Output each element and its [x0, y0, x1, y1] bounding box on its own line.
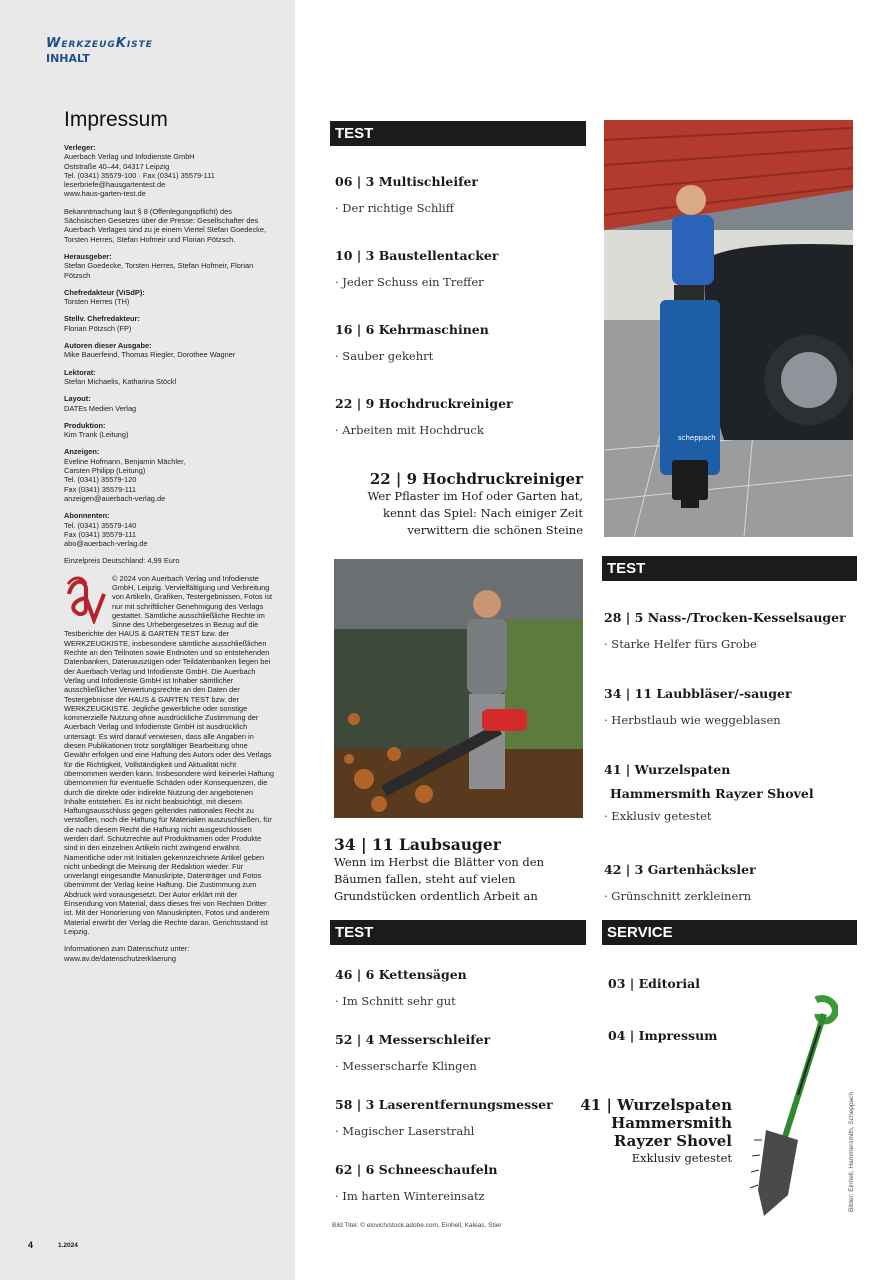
toc-entry-subtitle: · Starke Helfer fürs Grobe: [604, 637, 757, 651]
toc-entry[interactable]: [335, 1162, 498, 1203]
chef-label: Chefredakteur (ViSdP):: [64, 287, 145, 297]
toc-entry[interactable]: [335, 248, 498, 289]
toc-entry-subtitle: · Im Schnitt sehr gut: [335, 994, 456, 1008]
service-entry-title: 04 | Impressum: [608, 1028, 718, 1043]
herausgeber: Stefan Goedecke, Torsten Herres, Stefan Hofmeir, Florian Pötzsch: [64, 261, 254, 280]
service-entry[interactable]: [608, 976, 700, 991]
copyright-text: © 2024 von Auerbach Verlag und Infodienste GmbH, Leipzig. Vervielfältigung und Verbreitung von Artikeln, Grafiken, Testergebnissen, Fotos ist nur mit schriftlicher Genehmigung des Verlags gestattet. Sämtliche ausschließliche Rechte im Sinne des Urhebergesetzes in Bezug auf die Testberichte der HAUS & GARTEN TEST bzw. der WERKZEUGKISTE, insbesondere sämtliche ausschließlichen Rechte an den Teilnoten sowie Endnoten und so entstehenden Datenbanken, Datenauszügen oder Teildatenbanken liegen bei der Auerbach Verlag und Infodienste GmbH. Die Auerbach Verlag und Infodienste GmbH ist Inhaber sämtlicher ausschließlicher Verwertungsrechte an den Daten der Testergebnisse der HAUS & GARTEN TEST bzw. der WERKZEUGKISTE. Jegliche gewerbliche oder sonstige kommerzielle Nutzung ohne ausdrückliche Zustimmung der Auerbach Verlag und Infodienste GmbH ist ausdrücklich untersagt. Es wird darauf verwiesen, dass alle Angaben in diesen Publikationen trotz sorgfältiger Bearbeitung ohne Gewähr erfolgen und eine Haftung des Autors oder des Verlags für die Richtigkeit, Vollständigkeit und Aktualität nicht übernommen werden kann. Insbesondere wird keinerlei Haftung übernommen für eventuelle Schäden oder Konsequenzen, die durch die direkte oder indirekte Nutzung der angebotenen Inhalte entstehen. Es ist nicht beabsichtigt, mit diesem Haftungsausschluss gegen geltendes nationales Recht zu verstoßen, noch die Haftung für Materialien auszuschließen, für die nach diesem Recht die Haftung nicht ausgeschlossen werden darf. Schutzrechte auf Produktnamen oder Produkte sind in den einzelnen Artikeln nicht zwingend erwähnt. Namentliche oder mit Initialen gekennzeichnete Artikel geben nicht unbedingt die Meinung der Redaktion wieder. Für unverlangt eingesandte Manuskripte, Datenträger und Fotos übernimmt der Verlag keine Haftung. Die Zustimmung zum Abdruck wird vorausgesetzt. Der Autor erklärt mit der Einsendung von Material, dass dieses frei von Rechten Dritter ist. Mit der Honorierung von Manuskripten, Fotos und anderem Material erwirbt der Verlag die Rechte daran. Gerichtsstand ist Leipzig.: [64, 573, 274, 936]
section-bar-service: SERVICE: [602, 920, 857, 945]
leaf-blower-photo: [334, 559, 583, 818]
copyright-block: [64, 574, 274, 937]
feature-desc-line: Exklusiv getestet: [631, 1151, 732, 1165]
produktion-label: Produktion:: [64, 420, 106, 430]
toc-entry[interactable]: [604, 862, 756, 903]
section-bar-test: TEST: [330, 121, 586, 146]
feature-wurzelspaten[interactable]: [560, 1096, 732, 1167]
toc-entry[interactable]: [604, 762, 814, 823]
page-number: 4: [28, 1240, 34, 1250]
toc-entry[interactable]: [604, 610, 846, 651]
toc-entry-subtitle: · Im harten Wintereinsatz: [335, 1189, 485, 1203]
photo-credit-vertical: Bilder: Einhell, Hammersmith, Scheppach: [848, 1092, 855, 1212]
toc-entry-subtitle: · Jeder Schuss ein Treffer: [335, 275, 484, 289]
washer-brand-plate: scheppach: [678, 434, 716, 442]
toc-entry-title: 34 | 11 Laubbläser/-sauger: [604, 686, 792, 701]
toc-entry-subtitle: · Magischer Laserstrahl: [335, 1124, 475, 1138]
toc-entry-title: 46 | 6 Kettensägen: [335, 967, 467, 982]
lektorat-label: Lektorat:: [64, 367, 96, 377]
layout: DATEs Medien Verlag: [64, 403, 137, 413]
toc-entry[interactable]: [335, 396, 513, 437]
herausgeber-label: Herausgeber:: [64, 251, 112, 261]
feature-title: 34 | 11 Laubsauger: [334, 835, 501, 854]
feature-desc-line: Bäumen fallen, steht auf vielen: [334, 872, 516, 886]
verleger-line: leserbriefe@hausgartentest.de: [64, 180, 166, 190]
toc-entry[interactable]: [335, 1032, 490, 1073]
pressure-washer-photo: [604, 120, 853, 537]
autoren-label: Autoren dieser Ausgabe:: [64, 341, 152, 351]
anzeigen-line: Eveline Hofmann, Benjamin Mächler,: [64, 456, 186, 466]
bekanntmachung: Bekanntmachung laut § 8 (Offenlegungspflicht) des Sächsischen Gesetzes über die Presse: Gesellschafter des Auerbach Verlages sind zu je einem Viertel Stefan Goedecke, Torsten Herres, Stefan Hofmeir und Florian Pötzsch.: [64, 206, 266, 244]
toc-entry-subtitle: · Arbeiten mit Hochdruck: [335, 423, 484, 437]
toc-entry[interactable]: [604, 686, 792, 727]
brand-logo: WerkzeugKiste: [46, 36, 153, 51]
section-bar-test: TEST: [330, 920, 586, 945]
impressum-body: [64, 143, 274, 971]
feature-title: Rayzer Shovel: [613, 1132, 732, 1150]
service-entry-title: 03 | Editorial: [608, 976, 700, 991]
toc-entry-subtitle: · Sauber gekehrt: [335, 349, 434, 363]
toc-entry-title: 62 | 6 Schneeschaufeln: [335, 1162, 498, 1177]
toc-entry-title: Hammersmith Rayzer Shovel: [610, 786, 814, 801]
toc-entry[interactable]: [335, 174, 478, 215]
produktion: Kim Trank (Leitung): [64, 430, 129, 440]
section-bar-test: TEST: [602, 556, 857, 581]
toc-entry-title: 06 | 3 Multischleifer: [335, 174, 478, 189]
feature-desc-line: kennt das Spiel: Nach einiger Zeit: [383, 506, 583, 520]
toc-entry-subtitle: · Messerscharfe Klingen: [335, 1059, 477, 1073]
einzelpreis: Einzelpreis Deutschland: 4,99 Euro: [64, 556, 180, 566]
verleger-line: Tel. (0341) 35579-100 · Fax (0341) 35579-111: [64, 170, 215, 180]
autoren: Mike Bauerfeind, Thomas Riegler, Dorothee Wagner: [64, 350, 236, 360]
toc-entry-subtitle: · Herbstlaub wie weggeblasen: [604, 713, 781, 727]
anzeigen-line: Fax (0341) 35579-111: [64, 484, 137, 494]
toc-entry-title: 42 | 3 Gartenhäcksler: [604, 862, 756, 877]
anzeigen-line: Tel. (0341) 35579-120: [64, 475, 137, 485]
feature-title: 22 | 9 Hochdruckreiniger: [369, 470, 583, 488]
feature-laubsauger[interactable]: [334, 835, 584, 905]
abonnenten-line: abo@auerbach-verlag.de: [64, 539, 148, 549]
toc-entry-title: 16 | 6 Kehrmaschinen: [335, 322, 489, 337]
verleger-line: Auerbach Verlag und Infodienste GmbH: [64, 152, 195, 162]
anzeigen-label: Anzeigen:: [64, 447, 100, 457]
toc-entry-title: 58 | 3 Laserentfernungsmesser: [335, 1097, 553, 1112]
feature-title: Hammersmith: [611, 1114, 732, 1132]
verleger-label: Verleger:: [64, 143, 96, 152]
toc-entry-title: 22 | 9 Hochdruckreiniger: [335, 396, 513, 411]
stellv-label: Stellv. Chefredakteur:: [64, 314, 140, 324]
toc-entry-title: 52 | 4 Messerschleifer: [335, 1032, 491, 1047]
toc-entry-subtitle: · Der richtige Schliff: [335, 201, 454, 215]
feature-hochdruck[interactable]: [345, 470, 583, 539]
toc-entry[interactable]: [335, 322, 489, 363]
anzeigen-line: Carsten Philipp (Leitung): [64, 466, 146, 476]
toc-entry-title: 41 | Wurzelspaten: [604, 762, 731, 777]
layout-label: Layout:: [64, 394, 91, 404]
impressum-title: Impressum: [64, 108, 168, 131]
anzeigen-line: anzeigen@auerbach-verlag.de: [64, 493, 166, 503]
feature-desc-line: Wer Pflaster im Hof oder Garten hat,: [367, 489, 583, 503]
feature-desc-line: Wenn im Herbst die Blätter von den: [334, 855, 545, 869]
toc-entry-title: 28 | 5 Nass-/Trocken-Kesselsauger: [604, 610, 846, 625]
datenschutz-link[interactable]: www.av.de/datenschutzerklaerung: [64, 953, 177, 963]
toc-entry[interactable]: [335, 967, 467, 1008]
stellv: Florian Pötzsch (FP): [64, 323, 132, 333]
feature-desc-line: verwittern die schönen Steine: [407, 523, 583, 537]
lektorat: Stefan Michaelis, Katharina Stöckl: [64, 376, 177, 386]
abonnenten-line: Fax (0341) 35579-111: [64, 529, 137, 539]
feature-desc-line: Grundstücken ordentlich Arbeit an: [334, 889, 538, 903]
section-label: INHALT: [46, 52, 90, 65]
toc-entry[interactable]: [335, 1097, 553, 1138]
abonnenten-label: Abonnenten:: [64, 511, 110, 521]
toc-entry-title: 10 | 3 Baustellentacker: [335, 248, 499, 263]
magazine-brand: [46, 36, 153, 65]
chef: Torsten Herres (TH): [64, 297, 130, 307]
verleger-line: Oststraße 40–44, 04317 Leipzig: [64, 161, 170, 171]
toc-entry-subtitle: · Exklusiv getestet: [604, 809, 712, 823]
shovel-icon: [738, 990, 838, 1220]
cover-photo-credit: Bild Titel: © elovich/stock.adobe.com, Einhell, Kaleas, Stier: [332, 1222, 502, 1229]
service-entry[interactable]: [608, 1028, 717, 1043]
auerbach-av-logo-icon: [64, 574, 106, 624]
verleger-line: www.haus-garten-test.de: [64, 189, 146, 199]
feature-title: 41 | Wurzelspaten: [580, 1096, 732, 1114]
abonnenten-line: Tel. (0341) 35579-140: [64, 520, 137, 530]
toc-entry-subtitle: · Grünschnitt zerkleinern: [604, 889, 752, 903]
datenschutz-line: Informationen zum Datenschutz unter:: [64, 944, 190, 954]
issue-number: 1.2024: [58, 1242, 78, 1249]
